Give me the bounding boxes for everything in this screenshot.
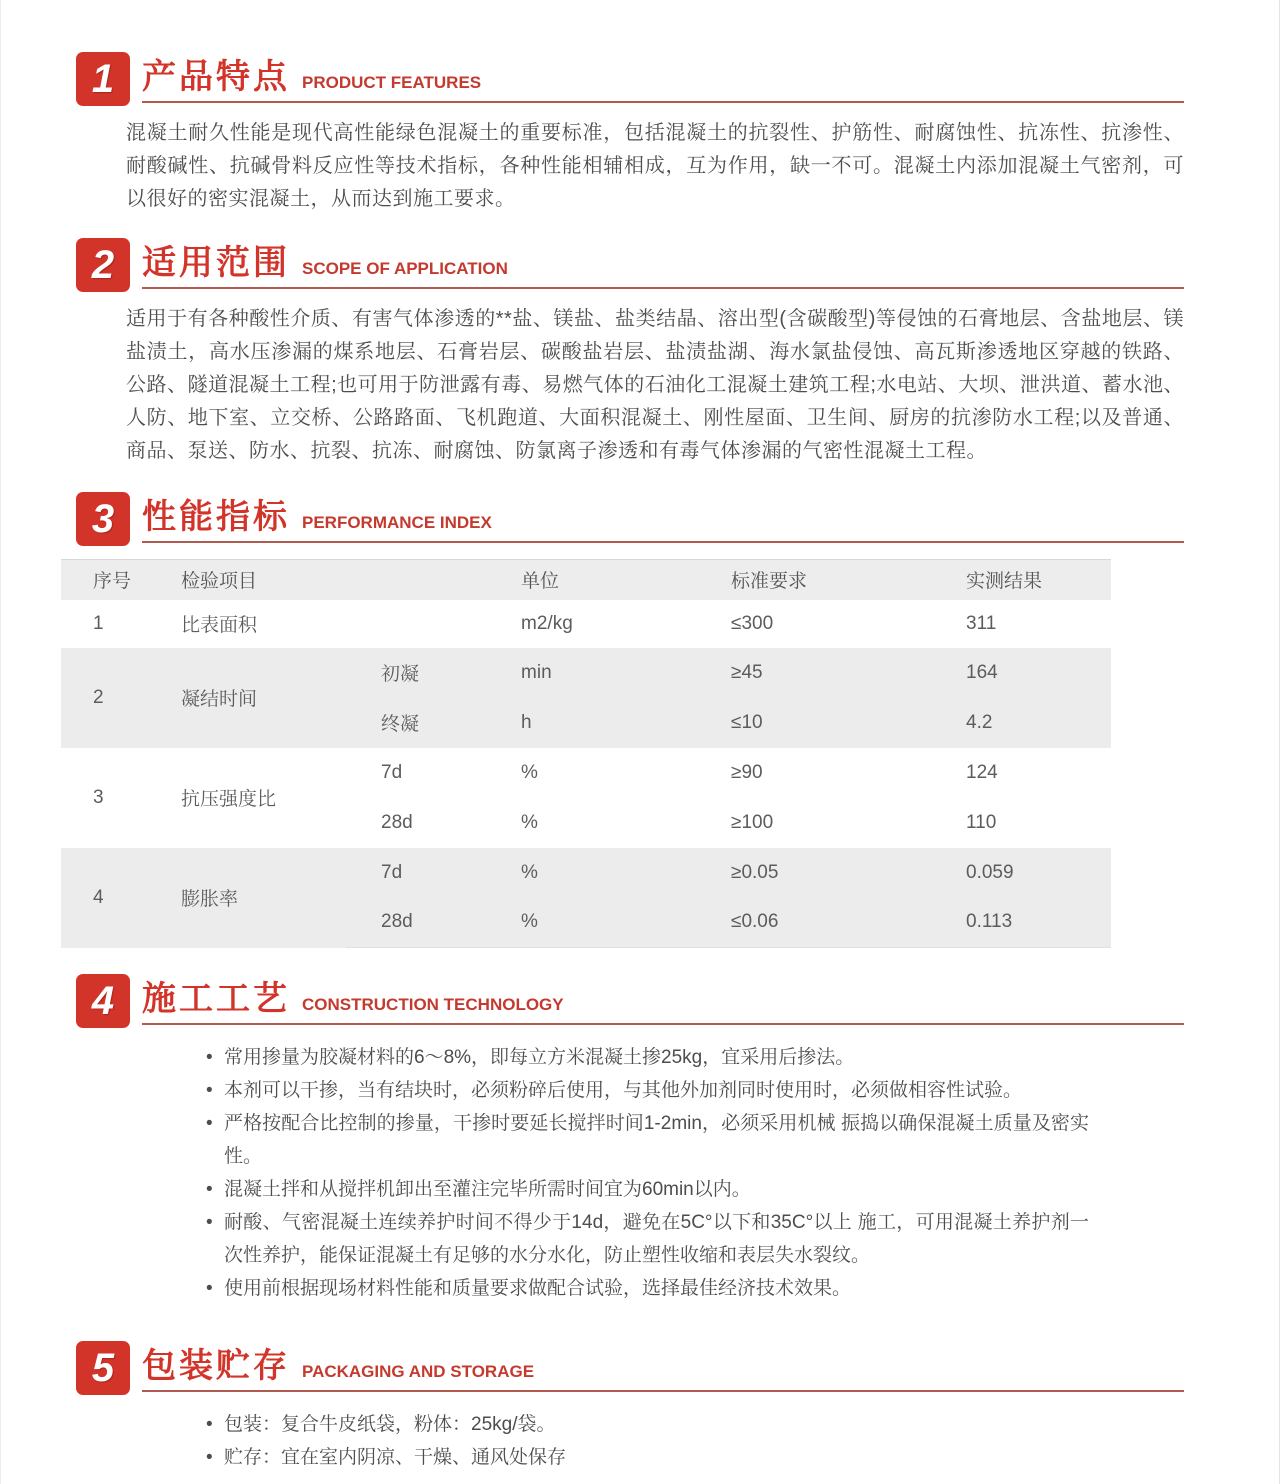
table-cell: 311 <box>966 612 997 634</box>
section-construction-technology <box>76 974 1184 1305</box>
bullet-item: • 严格按配合比控制的掺量，干掺时要延长搅拌时间1-2min，必须采用机械 振捣以确保混凝土质量及密实性。 <box>204 1107 1089 1173</box>
table-row <box>61 748 1111 798</box>
table-cell: ≤10 <box>731 711 763 733</box>
table-cell: ≥0.05 <box>731 861 779 883</box>
table-header-cell: 序号 <box>61 560 156 600</box>
table-cell: 比表面积 <box>181 615 258 636</box>
section-title-zh: 产品特点 <box>142 57 290 96</box>
performance-table <box>61 559 1111 948</box>
table-cell: ≤300 <box>731 612 774 634</box>
section-title-group <box>142 245 1184 289</box>
section-number-badge: 2 <box>76 238 130 292</box>
section-number-badge: 5 <box>76 1341 130 1395</box>
section-body-paragraph: 适用于有各种酸性介质、有害气体渗透的**盐、镁盐、盐类结晶、溶出型(含碳酸型)等侵蚀的石膏地层、含盐地层、镁盐渍土，高水压渗漏的煤系地层、石膏岩层、碳酸盐岩层、盐渍盐湖、海水氯盐侵蚀、高瓦斯渗透地区穿越的铁路、公路、隧道混凝土工程;也可用于防泄露有毒、易燃气体的石油化工混凝土建筑工程;水电站、大坝、泄洪道、蓄水池、人防、地下室、立交桥、公路路面、飞机跑道、大面积混凝土、刚性屋面、卫生间、厨房的抗渗防水工程;以及普通、商品、泵送、防水、抗裂、抗冻、耐腐蚀、防氯离子渗透和有毒气体渗漏的气密性混凝土工程。 <box>126 308 1184 462</box>
table-header-row <box>61 560 1111 600</box>
section-title-group <box>142 59 1184 103</box>
table-cell: 2 <box>93 686 104 708</box>
table-cell: 0.113 <box>926 898 1111 948</box>
table-cell: 膨胀率 <box>181 889 239 910</box>
table-cell: m2/kg <box>521 612 573 634</box>
section-performance-index <box>76 492 1184 543</box>
section-number-badge: 3 <box>76 492 130 546</box>
table-cell: ≥90 <box>731 761 763 783</box>
bullet-item: • 本剂可以干掺，当有结块时，必须粉碎后使用，与其他外加剂同时使用时，必须做相容性试验。 <box>204 1074 1089 1107</box>
table-cell: % <box>486 898 696 948</box>
section-header <box>76 52 1184 103</box>
section-product-features <box>76 0 1184 103</box>
table-cell: 28d <box>346 898 486 948</box>
table-row <box>61 600 1111 648</box>
table-cell: 0.059 <box>966 861 1014 883</box>
table-cell: 4.2 <box>966 711 993 733</box>
table-cell: 110 <box>966 811 997 833</box>
section-packaging-and-storage <box>76 1341 1184 1474</box>
table-header-cell: 单位 <box>486 560 696 600</box>
table-cell: 初凝 <box>381 664 420 685</box>
table-cell: % <box>521 811 538 833</box>
section-title-zh: 施工工艺 <box>142 979 290 1018</box>
table-header-cell: 实测结果 <box>926 560 1111 600</box>
section-number-badge: 1 <box>76 52 130 106</box>
section-title-en: CONSTRUCTION TECHNOLOGY <box>302 994 564 1014</box>
table-cell: 7d <box>381 761 403 783</box>
section-title-group <box>142 499 1184 543</box>
section-header <box>76 238 1184 289</box>
bullet-item: • 常用掺量为胶凝材料的6～8%，即每立方米混凝土掺25kg，宜采用后掺法。 <box>204 1041 1089 1074</box>
table-cell: 终凝 <box>381 714 420 735</box>
bullet-item: • 使用前根据现场材料性能和质量要求做配合试验，选择最佳经济技术效果。 <box>204 1272 1089 1305</box>
section-title-en: SCOPE OF APPLICATION <box>302 258 508 278</box>
table-cell: % <box>521 761 538 783</box>
section-body-paragraph: 混凝土耐久性能是现代高性能绿色混凝土的重要标准，包括混凝土的抗裂性、护筋性、耐腐蚀性、抗冻性、抗渗性、耐酸碱性、抗碱骨料反应性等技术指标，各种性能相辅相成，互为作用，缺一不可。混凝土内添加混凝土气密剂，可以很好的密实混凝土，从而达到施工要求。 <box>126 122 1184 210</box>
table-cell: 28d <box>381 811 413 833</box>
table-cell: 7d <box>381 861 403 883</box>
table-cell: 抗压强度比 <box>181 789 277 810</box>
section-header <box>76 974 1184 1025</box>
table-cell: 3 <box>93 786 104 808</box>
bullet-item: • 包装：复合牛皮纸袋，粉体：25kg/袋。 <box>204 1408 1089 1441</box>
section-title-en: PERFORMANCE INDEX <box>302 512 492 532</box>
bullet-item: • 耐酸、气密混凝土连续养护时间不得少于14d，避免在5C°以下和35C°以上 施工，可用混凝土养护剂一次性养护，能保证混凝土有足够的水分水化，防止塑性收缩和表层失水裂纹。 <box>204 1206 1089 1272</box>
table-cell: 164 <box>966 661 998 683</box>
section-number-badge: 4 <box>76 974 130 1028</box>
section-title-zh: 包装贮存 <box>142 1346 290 1385</box>
table-cell: ≥100 <box>731 811 774 833</box>
table-header-cell: 标准要求 <box>696 560 926 600</box>
table-cell: 124 <box>966 761 998 783</box>
bullet-item: • 贮存：宜在室内阴凉、干燥、通风处保存 <box>204 1441 1089 1474</box>
table-header-cell: 检验项目 <box>156 560 486 600</box>
table-cell: % <box>521 861 538 883</box>
section-title-zh: 性能指标 <box>142 497 290 536</box>
table-row <box>61 648 1111 698</box>
table-cell: min <box>521 661 552 683</box>
construction-bullet-list <box>204 1041 1089 1305</box>
section-title-zh: 适用范围 <box>142 243 290 282</box>
table-cell: h <box>521 711 532 733</box>
section-header <box>76 1341 1184 1392</box>
table-cell: ≤0.06 <box>696 898 926 948</box>
packaging-bullet-list <box>204 1408 1089 1474</box>
table-row <box>61 848 1111 898</box>
bullet-item: • 混凝土拌和从搅拌机卸出至灌注完毕所需时间宜为60min以内。 <box>204 1173 1089 1206</box>
table-cell: 4 <box>93 886 104 908</box>
section-title-group <box>142 1348 1184 1392</box>
section-scope-of-application <box>76 238 1184 289</box>
table-cell: ≥45 <box>731 661 763 683</box>
section-title-en: PACKAGING AND STORAGE <box>302 1361 535 1381</box>
table-cell: 1 <box>93 612 104 634</box>
section-title-en: PRODUCT FEATURES <box>302 72 482 92</box>
section-header <box>76 492 1184 543</box>
table-cell: 凝结时间 <box>181 689 258 710</box>
section-title-group <box>142 981 1184 1025</box>
